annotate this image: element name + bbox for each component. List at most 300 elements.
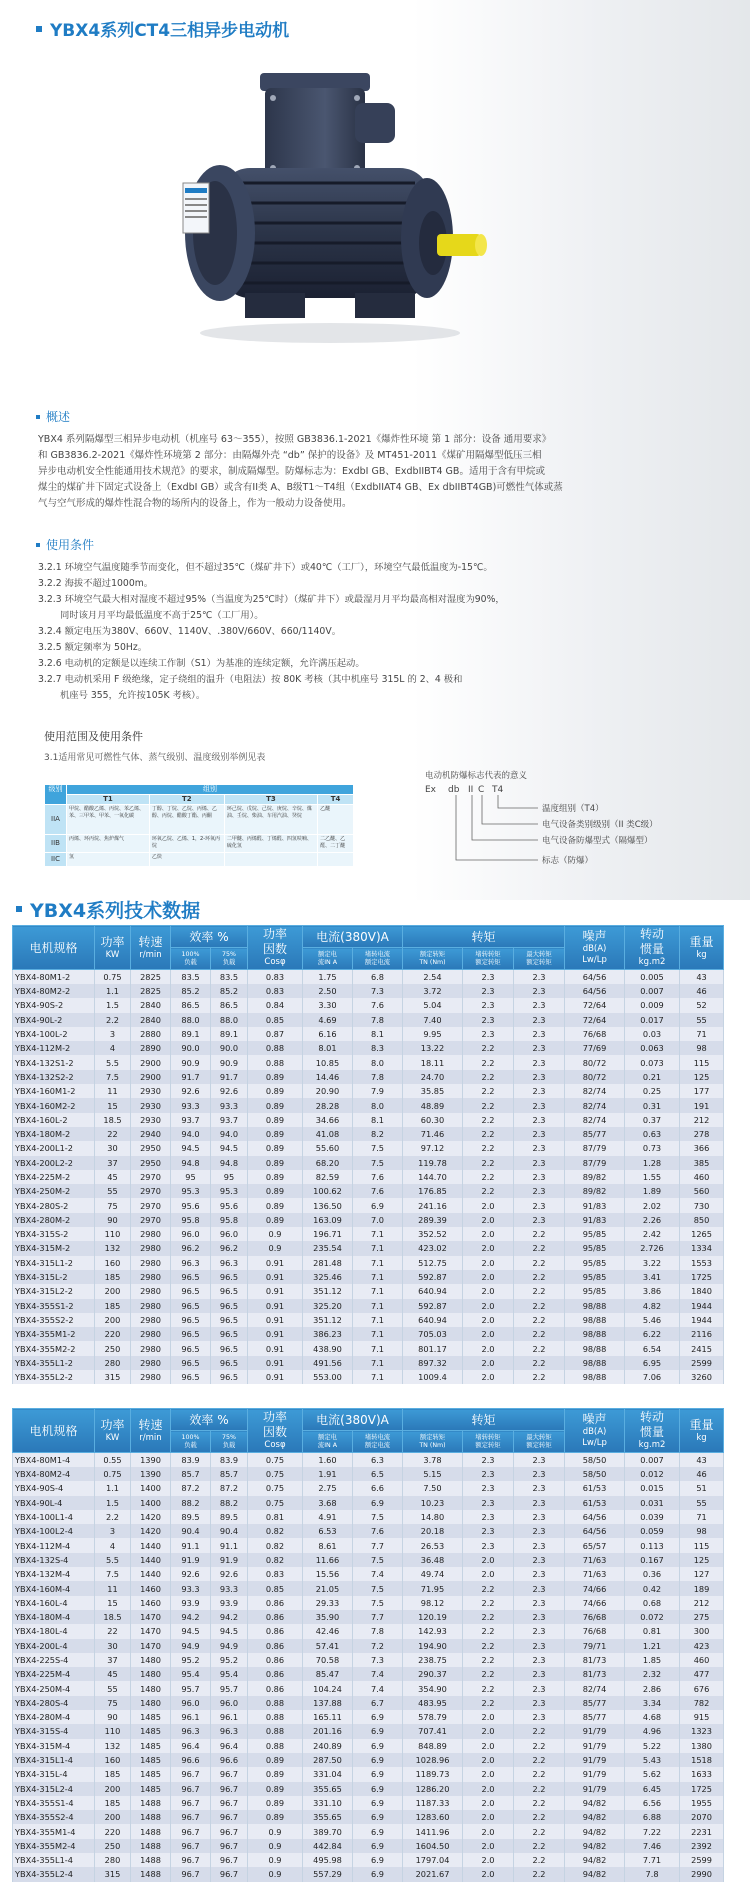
table-cell: 95 — [171, 1170, 211, 1184]
table-cell: 96.6 — [211, 1753, 248, 1767]
table-cell: 14.80 — [403, 1510, 463, 1524]
table-cell: 2980 — [131, 1356, 171, 1370]
table-row — [13, 1496, 724, 1510]
table-cell: 45 — [95, 1667, 131, 1681]
col-power: 功率 KW — [95, 1409, 131, 1453]
col-locked-ratio: 堵转电流 额定电流 — [353, 948, 403, 970]
table-cell: 80/72 — [565, 1070, 625, 1084]
table-cell: 7.1 — [353, 1256, 403, 1270]
table-cell: 705.03 — [403, 1327, 463, 1341]
table-cell: 87/79 — [565, 1141, 625, 1155]
table-cell: 2.0 — [463, 1810, 514, 1824]
table-cell: 91/83 — [565, 1213, 625, 1227]
table-cell: 91.7 — [211, 1070, 248, 1084]
table-cell: 6.9 — [353, 1824, 403, 1838]
overview-line: 煤尘的煤矿井下固定式设备上（ExdbI GB）或含有II类 A、B级T1～T4组（ExdbIIAT4 GB、Ex dbIIBT4GB)可燃性气体或蒸 — [38, 482, 563, 493]
table-cell: 423 — [680, 1639, 724, 1653]
table-row — [13, 1098, 724, 1112]
table-cell: 3.34 — [625, 1696, 680, 1710]
table-cell: 91/79 — [565, 1753, 625, 1767]
table-cell: 1189.73 — [403, 1767, 463, 1781]
table-cell: 94/82 — [565, 1853, 625, 1867]
table-row — [13, 1356, 724, 1370]
table-cell: 6.7 — [353, 1696, 403, 1710]
table-cell: 95.7 — [171, 1681, 211, 1695]
table-cell: 8.01 — [303, 1041, 353, 1055]
table-cell: 331.04 — [303, 1767, 353, 1781]
table-cell: 6.9 — [353, 1853, 403, 1867]
table-cell: YBX4-132M-4 — [13, 1567, 95, 1581]
table-cell: 98/88 — [565, 1327, 625, 1341]
table-cell: 2.0 — [463, 1198, 514, 1212]
table-cell: 55 — [680, 1496, 724, 1510]
table-cell: 7.5 — [353, 1141, 403, 1155]
table-cell: 185 — [95, 1796, 131, 1810]
table-cell: 0.81 — [248, 1510, 303, 1524]
table-cell: 2.3 — [514, 1538, 565, 1552]
table-cell: 2.0 — [463, 1782, 514, 1796]
table-cell: 5.46 — [625, 1313, 680, 1327]
table-cell: 65/57 — [565, 1538, 625, 1552]
table-cell: 96.3 — [171, 1724, 211, 1738]
table-cell: 96.3 — [171, 1256, 211, 1270]
table-cell: YBX4-315L2-2 — [13, 1284, 95, 1298]
table-cell: 98/88 — [565, 1313, 625, 1327]
table-cell: 491.56 — [303, 1356, 353, 1370]
table-cell: 0.85 — [248, 1581, 303, 1595]
table-cell: 61/53 — [565, 1496, 625, 1510]
table-cell: 0.167 — [625, 1553, 680, 1567]
table-row — [13, 970, 724, 985]
table-cell: 94.2 — [171, 1610, 211, 1624]
table-cell: 2.2 — [95, 1510, 131, 1524]
table-cell: 1480 — [131, 1696, 171, 1710]
col-locked-ratio: 堵转电流 额定电流 — [353, 1431, 403, 1453]
table-cell: 15.56 — [303, 1567, 353, 1581]
conditions-heading: 使用条件 — [36, 536, 94, 553]
table-cell: 2.3 — [463, 1538, 514, 1552]
table-cell: 2950 — [131, 1141, 171, 1155]
table-cell: 14.46 — [303, 1070, 353, 1084]
table-cell: 275 — [680, 1610, 724, 1624]
table-cell: 2.3 — [514, 1213, 565, 1227]
table-cell: 2.3 — [514, 1084, 565, 1098]
table-cell: 96.5 — [211, 1299, 248, 1313]
table-cell: 212 — [680, 1596, 724, 1610]
table-cell: 71/63 — [565, 1567, 625, 1581]
temp-class: T2 — [149, 795, 224, 805]
table-cell: 0.9 — [248, 1824, 303, 1838]
table-cell: 2980 — [131, 1241, 171, 1255]
table-cell: 2.3 — [463, 1524, 514, 1538]
table-cell: 2599 — [680, 1356, 724, 1370]
table-cell: 160 — [95, 1753, 131, 1767]
table-cell: 76/68 — [565, 1610, 625, 1624]
table-cell: 1.60 — [303, 1453, 353, 1468]
table-cell: 91.1 — [211, 1538, 248, 1552]
table-cell: 1488 — [131, 1853, 171, 1867]
table-cell: 2.2 — [463, 1624, 514, 1638]
table-cell: 0.91 — [248, 1256, 303, 1270]
table-row — [13, 1739, 724, 1753]
table-cell: 6.9 — [353, 1739, 403, 1753]
table-cell: 2.0 — [463, 1241, 514, 1255]
table-cell: 7.6 — [353, 1524, 403, 1538]
table-cell: 91/79 — [565, 1739, 625, 1753]
table-cell: 2.3 — [514, 1467, 565, 1481]
table-cell: 2.3 — [463, 998, 514, 1012]
ex-code-t4: T4 — [492, 785, 504, 795]
table-cell: 0.89 — [248, 1084, 303, 1098]
table-cell: 104.24 — [303, 1681, 353, 1695]
table-row — [13, 1596, 724, 1610]
table-cell: 730 — [680, 1198, 724, 1212]
table-cell: 93.7 — [171, 1113, 211, 1127]
table-cell: 2.3 — [514, 1553, 565, 1567]
table-row — [13, 1256, 724, 1270]
table-cell: 86.5 — [171, 998, 211, 1012]
table-cell: 0.89 — [248, 1170, 303, 1184]
ex-marking-title: 电动机防爆标志代表的意义 — [425, 771, 528, 781]
col-eff-75: 75% 负载 — [211, 948, 248, 970]
table-cell: 0.89 — [248, 1213, 303, 1227]
table-cell: 2.0 — [463, 1796, 514, 1810]
table-cell: 55 — [680, 1013, 724, 1027]
table-cell: 7.8 — [625, 1867, 680, 1881]
gas-group-label: IIB — [45, 835, 67, 853]
table-cell: 1.28 — [625, 1156, 680, 1170]
table-cell: 8.3 — [353, 1041, 403, 1055]
table-cell: YBX4-280S-4 — [13, 1696, 95, 1710]
table-cell: 2.3 — [514, 1510, 565, 1524]
table-cell: 2.3 — [463, 1481, 514, 1495]
table-cell: 4.91 — [303, 1510, 353, 1524]
table-cell: 201.16 — [303, 1724, 353, 1738]
table-cell: 82/74 — [565, 1098, 625, 1112]
table-cell: YBX4-315L1-2 — [13, 1256, 95, 1270]
table-cell: 58/50 — [565, 1453, 625, 1468]
table-cell: 90.0 — [211, 1041, 248, 1055]
table-cell: 2970 — [131, 1198, 171, 1212]
table-cell: 137.88 — [303, 1696, 353, 1710]
table-cell: 1187.33 — [403, 1796, 463, 1810]
table-cell: 20.90 — [303, 1084, 353, 1098]
table-cell: 96.7 — [211, 1824, 248, 1838]
table-cell: 18.5 — [95, 1610, 131, 1624]
table-cell: YBX4-160M1-2 — [13, 1084, 95, 1098]
table-cell: YBX4-355S1-2 — [13, 1299, 95, 1313]
table-cell: 2.0 — [463, 1341, 514, 1355]
table-cell: 144.70 — [403, 1170, 463, 1184]
table-cell: 6.5 — [353, 1467, 403, 1481]
gas-cell: 乙炔 — [149, 853, 224, 867]
table-cell: 1.21 — [625, 1639, 680, 1653]
table-cell: 676 — [680, 1681, 724, 1695]
table-cell: 95/85 — [565, 1284, 625, 1298]
temp-class: T4 — [318, 795, 354, 805]
table-cell: 72/64 — [565, 1013, 625, 1027]
table-cell: 96.7 — [211, 1782, 248, 1796]
ex-label: 电气设备防爆型式（隔爆型） — [542, 836, 653, 846]
table-cell: 7.06 — [625, 1370, 680, 1384]
table-cell: 7.1 — [353, 1299, 403, 1313]
gas-cell: 丁醇、丁烷、乙烷、丙烯、乙醇、丙烷、醋酸丁酯、丙酮 — [149, 805, 224, 835]
table-cell: 95.6 — [171, 1198, 211, 1212]
table-cell: 1.55 — [625, 1170, 680, 1184]
table-cell: 0.073 — [625, 1055, 680, 1069]
table-cell: YBX4-90L-2 — [13, 1013, 95, 1027]
table-cell: 782 — [680, 1696, 724, 1710]
col-weight: 重量 kg — [680, 1409, 724, 1453]
table-cell: 2.3 — [514, 984, 565, 998]
table-cell: 96.2 — [211, 1241, 248, 1255]
table-cell: 2.42 — [625, 1227, 680, 1241]
table-cell: 2.0 — [463, 1724, 514, 1738]
table-cell: 76/68 — [565, 1027, 625, 1041]
table-cell: 289.39 — [403, 1213, 463, 1227]
table-cell: 1604.50 — [403, 1839, 463, 1853]
table-cell: 2.2 — [463, 1639, 514, 1653]
table-cell: 189 — [680, 1581, 724, 1595]
gas-cell: 乙醚 — [318, 805, 354, 835]
table-cell: 74/66 — [565, 1596, 625, 1610]
table-cell: 640.94 — [403, 1284, 463, 1298]
table-cell: 5.43 — [625, 1753, 680, 1767]
table-cell: 96.2 — [171, 1241, 211, 1255]
table-cell: 2.75 — [303, 1481, 353, 1495]
table-cell: 1797.04 — [403, 1853, 463, 1867]
table-cell: 355.65 — [303, 1810, 353, 1824]
table-cell: 1.85 — [625, 1653, 680, 1667]
table-cell: 2980 — [131, 1270, 171, 1284]
table-cell: 7.71 — [625, 1853, 680, 1867]
table-cell: 194.90 — [403, 1639, 463, 1653]
table-cell: 96.7 — [171, 1867, 211, 1881]
table-cell: 0.91 — [248, 1284, 303, 1298]
table-cell: 1.1 — [95, 1481, 131, 1495]
table-cell: YBX4-132S2-2 — [13, 1070, 95, 1084]
table-cell: 0.31 — [625, 1098, 680, 1112]
table-cell: 85/77 — [565, 1127, 625, 1141]
table-row — [13, 1270, 724, 1284]
table-cell: 1411.96 — [403, 1824, 463, 1838]
table-cell: 185 — [95, 1270, 131, 1284]
table-cell: YBX4-225M-2 — [13, 1170, 95, 1184]
table-cell: 136.50 — [303, 1198, 353, 1212]
table-cell: 64/56 — [565, 970, 625, 985]
table-cell: 0.42 — [625, 1581, 680, 1595]
col-eff-100: 100% 负载 — [171, 948, 211, 970]
table-cell: 240.89 — [303, 1739, 353, 1753]
table-cell: 94.8 — [211, 1156, 248, 1170]
table-cell: 7.4 — [353, 1567, 403, 1581]
table-cell: 96.5 — [171, 1284, 211, 1298]
spec-table-4pole-body — [13, 1453, 724, 1882]
gas-group-label: IIC — [45, 853, 67, 867]
table-cell: 96.3 — [211, 1256, 248, 1270]
overview-line: 气与空气形成的爆炸性混合物的场所内的设备上，作为一般动力设备使用。 — [38, 498, 352, 509]
table-cell: 0.86 — [248, 1667, 303, 1681]
table-cell: 241.16 — [403, 1198, 463, 1212]
table-cell: 90 — [95, 1213, 131, 1227]
table-cell: 90.4 — [211, 1524, 248, 1538]
table-cell: 95/85 — [565, 1270, 625, 1284]
table-cell: 8.2 — [353, 1127, 403, 1141]
table-cell: 1440 — [131, 1567, 171, 1581]
table-cell: 2.2 — [514, 1256, 565, 1270]
table-cell: 7.22 — [625, 1824, 680, 1838]
table-cell: 0.82 — [248, 1524, 303, 1538]
table-cell: 2.50 — [303, 984, 353, 998]
table-cell: 2.3 — [514, 1098, 565, 1112]
table-cell: 90 — [95, 1710, 131, 1724]
table-cell: YBX4-280M-4 — [13, 1710, 95, 1724]
ex-label: 标志（防爆） — [542, 856, 594, 866]
table-cell: 93.9 — [171, 1596, 211, 1610]
table-cell: 8.1 — [353, 1027, 403, 1041]
table-cell: 315 — [95, 1370, 131, 1384]
table-cell: YBX4-355M2-2 — [13, 1341, 95, 1355]
table-cell: 235.54 — [303, 1241, 353, 1255]
table-cell: 95.3 — [171, 1184, 211, 1198]
table-cell: 2.3 — [514, 1481, 565, 1495]
table-cell: 1518 — [680, 1753, 724, 1767]
table-cell: 7.6 — [353, 998, 403, 1012]
table-cell: 93.3 — [171, 1098, 211, 1112]
table-cell: 96.4 — [171, 1739, 211, 1753]
table-cell: 5.15 — [403, 1467, 463, 1481]
table-cell: 2970 — [131, 1184, 171, 1198]
table-cell: 98 — [680, 1041, 724, 1055]
table-cell: 1.1 — [95, 984, 131, 998]
table-cell: 2.2 — [463, 1681, 514, 1695]
table-cell: 163.09 — [303, 1213, 353, 1227]
table-cell: 0.91 — [248, 1370, 303, 1384]
table-cell: 7.5 — [95, 1070, 131, 1084]
col-rated-torque: 额定转矩 TN (Nm) — [403, 948, 463, 970]
table-cell: 6.6 — [353, 1481, 403, 1495]
table-cell: 2.2 — [514, 1796, 565, 1810]
table-cell: 7.0 — [353, 1213, 403, 1227]
table-cell: 64/56 — [565, 1510, 625, 1524]
table-cell: 2.3 — [514, 1170, 565, 1184]
table-cell: YBX4-315M-4 — [13, 1739, 95, 1753]
table-cell: 1420 — [131, 1524, 171, 1538]
table-cell: 238.75 — [403, 1653, 463, 1667]
table-cell: 36.48 — [403, 1553, 463, 1567]
table-cell: 2.0 — [463, 1824, 514, 1838]
table-cell: 1553 — [680, 1256, 724, 1270]
table-cell: YBX4-100L-2 — [13, 1027, 95, 1041]
table-cell: YBX4-80M2-4 — [13, 1467, 95, 1481]
table-cell: YBX4-200L1-2 — [13, 1141, 95, 1155]
table-cell: 3.68 — [303, 1496, 353, 1510]
col-speed: 转速 r/min — [131, 926, 171, 970]
table-cell: 0.83 — [248, 970, 303, 985]
table-cell: 96.0 — [211, 1696, 248, 1710]
table-cell: 2021.67 — [403, 1867, 463, 1881]
table-cell: 71.95 — [403, 1581, 463, 1595]
table-cell: 86.5 — [211, 998, 248, 1012]
table-cell: 80/72 — [565, 1055, 625, 1069]
table-cell: 1286.20 — [403, 1782, 463, 1796]
table-cell: 2.0 — [463, 1270, 514, 1284]
gas-cell — [224, 853, 317, 867]
table-cell: 1485 — [131, 1753, 171, 1767]
table-cell: 91.9 — [171, 1553, 211, 1567]
table-cell: 6.9 — [353, 1724, 403, 1738]
table-cell: 2.0 — [463, 1356, 514, 1370]
table-cell: 96.7 — [211, 1867, 248, 1881]
gas-cell: 氢 — [67, 853, 150, 867]
table-cell: 2.3 — [463, 1027, 514, 1041]
table-cell: 91.1 — [171, 1538, 211, 1552]
table-cell: 96.0 — [171, 1696, 211, 1710]
temp-class: T3 — [224, 795, 317, 805]
table-cell: 6.8 — [353, 970, 403, 985]
table-cell: 18.11 — [403, 1055, 463, 1069]
table-cell: 0.9 — [248, 1227, 303, 1241]
table-cell: 351.12 — [303, 1313, 353, 1327]
range-title: 使用范围及使用条件 — [44, 730, 143, 743]
table-cell: 2.2 — [514, 1767, 565, 1781]
table-cell: 45 — [95, 1170, 131, 1184]
table-cell: 82/74 — [565, 1084, 625, 1098]
table-cell: 2950 — [131, 1156, 171, 1170]
table-cell: 96.5 — [211, 1270, 248, 1284]
gas-cell: 环氧乙烷、乙烯、1，2-环氧丙烷 — [149, 835, 224, 853]
table-cell: 280 — [95, 1356, 131, 1370]
table-cell: 94.0 — [211, 1127, 248, 1141]
gas-cell: 丙烯、环丙烷、焦炉煤气 — [67, 835, 150, 853]
table-cell: 7.4 — [353, 1681, 403, 1695]
table-cell: YBX4-355S2-2 — [13, 1313, 95, 1327]
table-cell: 592.87 — [403, 1299, 463, 1313]
table-cell: 0.89 — [248, 1113, 303, 1127]
table-cell: 92.6 — [171, 1567, 211, 1581]
table-cell: 6.95 — [625, 1356, 680, 1370]
table-cell: 355.65 — [303, 1782, 353, 1796]
motor-product-image — [165, 58, 495, 388]
table-cell: 42.46 — [303, 1624, 353, 1638]
table-cell: 2.2 — [463, 1141, 514, 1155]
table-cell: 2.3 — [514, 1198, 565, 1212]
table-row — [13, 1241, 724, 1255]
table-cell: 0.21 — [625, 1070, 680, 1084]
table-cell: 0.007 — [625, 1453, 680, 1468]
table-cell: 2.0 — [463, 1839, 514, 1853]
table-cell: 1283.60 — [403, 1810, 463, 1824]
table-cell: 640.94 — [403, 1313, 463, 1327]
table-cell: 7.3 — [353, 1653, 403, 1667]
table-cell: 2.2 — [463, 1596, 514, 1610]
table-cell: 0.88 — [248, 1055, 303, 1069]
table-cell: 160 — [95, 1256, 131, 1270]
table-cell: 801.17 — [403, 1341, 463, 1355]
table-cell: 5.5 — [95, 1553, 131, 1567]
table-cell: 578.79 — [403, 1710, 463, 1724]
table-cell: 4.82 — [625, 1299, 680, 1313]
table-cell: 7.5 — [353, 1596, 403, 1610]
table-cell: 2.3 — [514, 1681, 565, 1695]
table-cell: 3.78 — [403, 1453, 463, 1468]
table-cell: 1009.4 — [403, 1370, 463, 1384]
table-cell: 13.22 — [403, 1041, 463, 1055]
table-cell: 100.62 — [303, 1184, 353, 1198]
table-cell: 7.8 — [353, 1013, 403, 1027]
table-cell: 94.2 — [211, 1610, 248, 1624]
table-cell: 2.2 — [514, 1356, 565, 1370]
